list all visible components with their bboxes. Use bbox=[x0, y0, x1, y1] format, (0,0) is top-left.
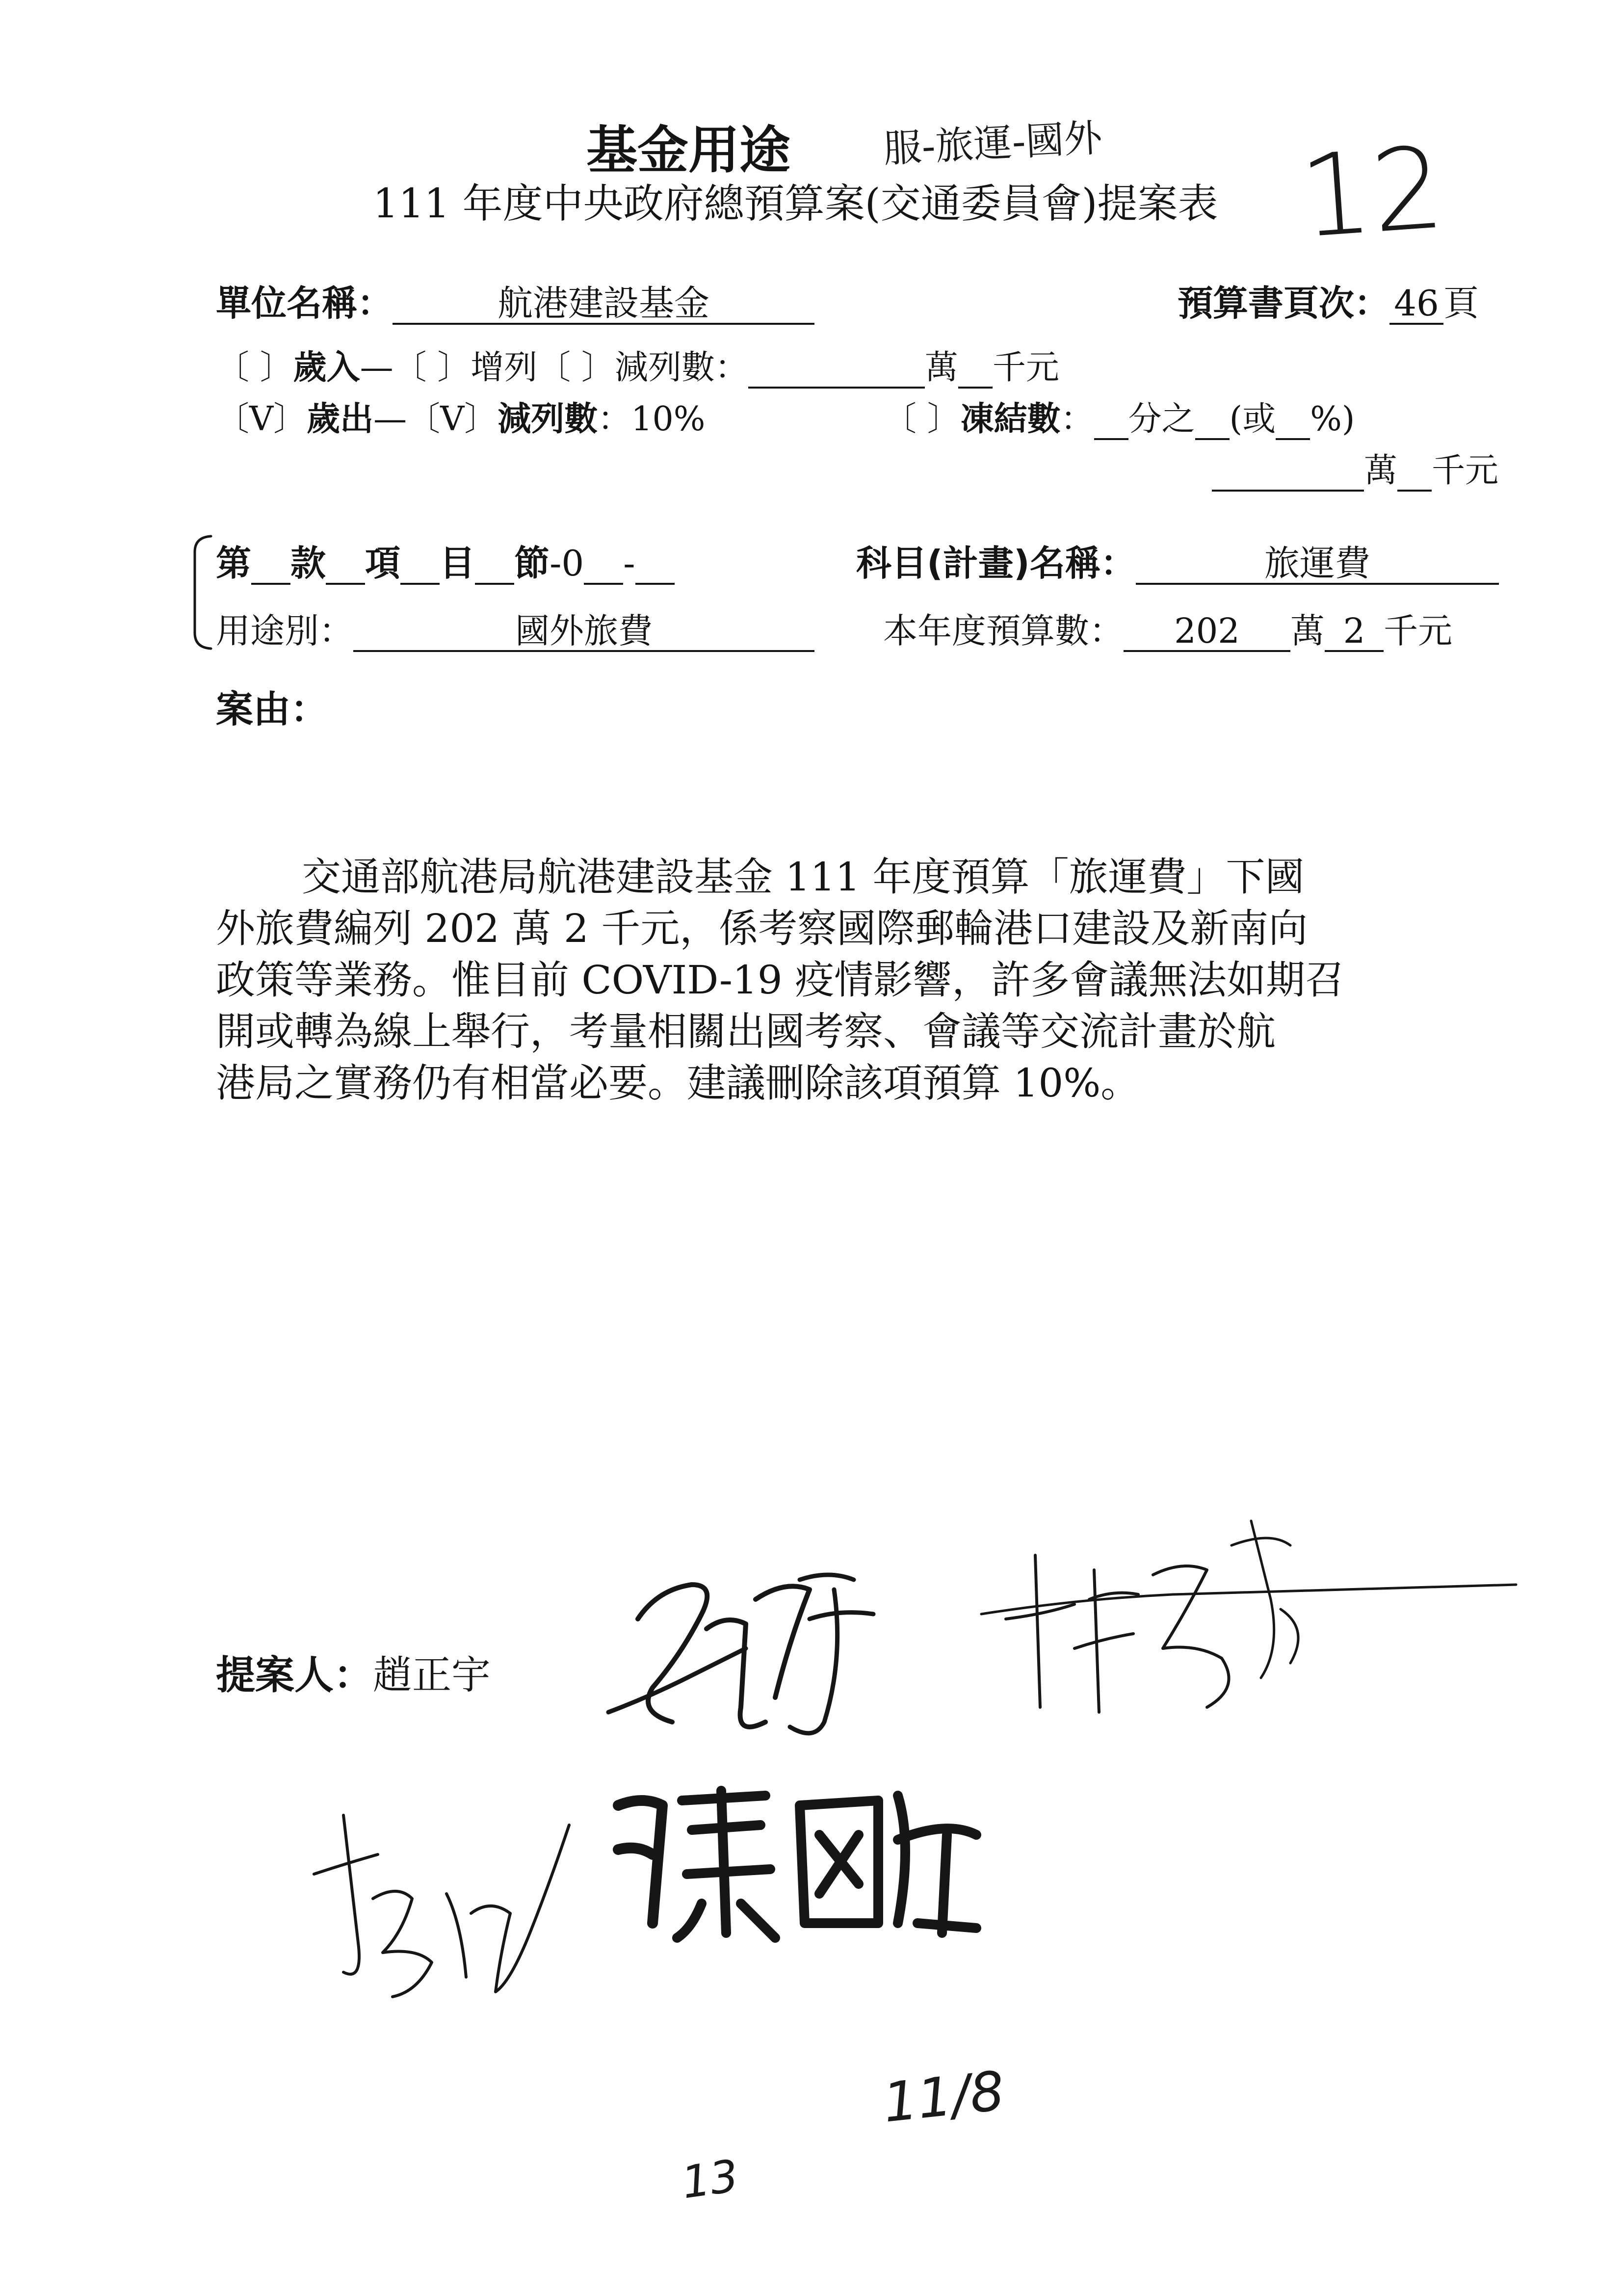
section-jie-value: -0 bbox=[550, 543, 584, 584]
page-value: 46 bbox=[1389, 284, 1443, 325]
reason-line: 政策等業務。惟目前 COVID-19 疫情影響，許多會議無法如期召 bbox=[216, 957, 1345, 1003]
freeze-amount-row bbox=[1212, 444, 1498, 492]
budget-qian-suffix: 千元 bbox=[1384, 611, 1452, 651]
reason-label: 案由： bbox=[216, 687, 328, 731]
section-jie: 節 bbox=[514, 543, 550, 584]
proposer-row bbox=[216, 1644, 491, 1700]
subject-row bbox=[856, 535, 1499, 586]
signature-chen bbox=[603, 1776, 1025, 1953]
reason-line: 外旅費編列 202 萬 2 千元，係考察國際郵輪港口建設及新南向 bbox=[216, 906, 1308, 951]
section-xiang: 項 bbox=[365, 543, 401, 584]
section-di: 第 bbox=[216, 543, 252, 584]
section-mu: 目 bbox=[440, 543, 475, 584]
page-label: 預算書頁次： bbox=[1178, 283, 1390, 324]
freeze-or-open: (或 bbox=[1229, 400, 1276, 439]
reason-line: 港局之實務仍有相當必要。建議刪除該項預算 10%。 bbox=[216, 1060, 1140, 1106]
header-note: 基金用途 bbox=[586, 120, 791, 180]
subject-label: 科目(計畫)名稱： bbox=[856, 543, 1136, 584]
income-checkbox: 〔 〕 bbox=[216, 348, 293, 387]
expense-checkbox: 〔V〕 bbox=[216, 400, 307, 439]
use-label: 用途別： bbox=[216, 611, 353, 651]
freeze-colon: ： bbox=[1060, 400, 1094, 439]
expense-label: 歲出 bbox=[307, 400, 374, 439]
freeze-checkbox: 〔 〕 bbox=[883, 400, 961, 439]
freeze-label: 凍結數 bbox=[960, 400, 1061, 439]
expense-row bbox=[216, 392, 705, 440]
handwritten-bottom-right-note: 11/8 bbox=[880, 2059, 1008, 2135]
expense-cut-label: 減列數 bbox=[498, 400, 598, 439]
section-kuan: 款 bbox=[290, 543, 326, 584]
unit-row bbox=[216, 275, 814, 326]
signature-lin bbox=[976, 1501, 1531, 1727]
freeze-wan: 萬 bbox=[1364, 451, 1398, 490]
freeze-or-close: %) bbox=[1310, 400, 1355, 439]
reason-line: 交通部航港局航港建設基金 111 年度預算「旅運費」下國 bbox=[302, 854, 1305, 900]
page-suffix: 頁 bbox=[1443, 283, 1479, 324]
subject-value: 旅運費 bbox=[1136, 544, 1499, 585]
proposer-name: 趙正宇 bbox=[373, 1652, 491, 1698]
handwritten-proposal-number: 12 bbox=[1296, 123, 1448, 263]
budget-wan-suffix: 萬 bbox=[1290, 611, 1325, 651]
proposer-label: 提案人： bbox=[216, 1652, 373, 1698]
income-label: 歲入 bbox=[293, 348, 360, 387]
income-qian: 千元 bbox=[992, 348, 1059, 387]
budget-row bbox=[883, 603, 1452, 653]
reason-body bbox=[216, 851, 1423, 1109]
expense-options: —〔V〕 bbox=[373, 400, 498, 439]
unit-label: 單位名稱： bbox=[216, 283, 393, 324]
section-dash: - bbox=[623, 543, 635, 584]
form-title: 111 年度中央政府總預算案(交通委員會)提案表 bbox=[373, 181, 1218, 227]
section-row bbox=[216, 535, 675, 586]
unit-value: 航港建設基金 bbox=[393, 284, 814, 325]
use-value: 國外旅費 bbox=[353, 612, 814, 652]
income-options: —〔 〕增列〔 〕減列數： bbox=[360, 348, 748, 387]
signature-zhang bbox=[304, 1786, 579, 2031]
reason-line: 開或轉為線上舉行，考量相關出國考察、會議等交流計畫於航 bbox=[216, 1009, 1276, 1054]
expense-cut-value: ：10% bbox=[598, 400, 706, 439]
freeze-qian: 千元 bbox=[1432, 451, 1499, 490]
handwritten-bottom-left-note: 13 bbox=[679, 2150, 742, 2209]
handwritten-category-note: 服-旅運-國外 bbox=[882, 116, 1103, 172]
use-row bbox=[216, 603, 814, 653]
freeze-row bbox=[883, 392, 1355, 440]
budget-qian-value: 2 bbox=[1325, 612, 1384, 652]
budget-label: 本年度預算數： bbox=[883, 611, 1124, 651]
budget-wan-value: 202 bbox=[1124, 612, 1290, 652]
freeze-fraction-word: 分之 bbox=[1128, 400, 1195, 439]
income-row bbox=[216, 341, 1059, 389]
section-bracket bbox=[189, 532, 218, 652]
income-wan: 萬 bbox=[924, 348, 958, 387]
signature-zhao bbox=[579, 1560, 893, 1771]
page-ref-row bbox=[1178, 275, 1479, 326]
